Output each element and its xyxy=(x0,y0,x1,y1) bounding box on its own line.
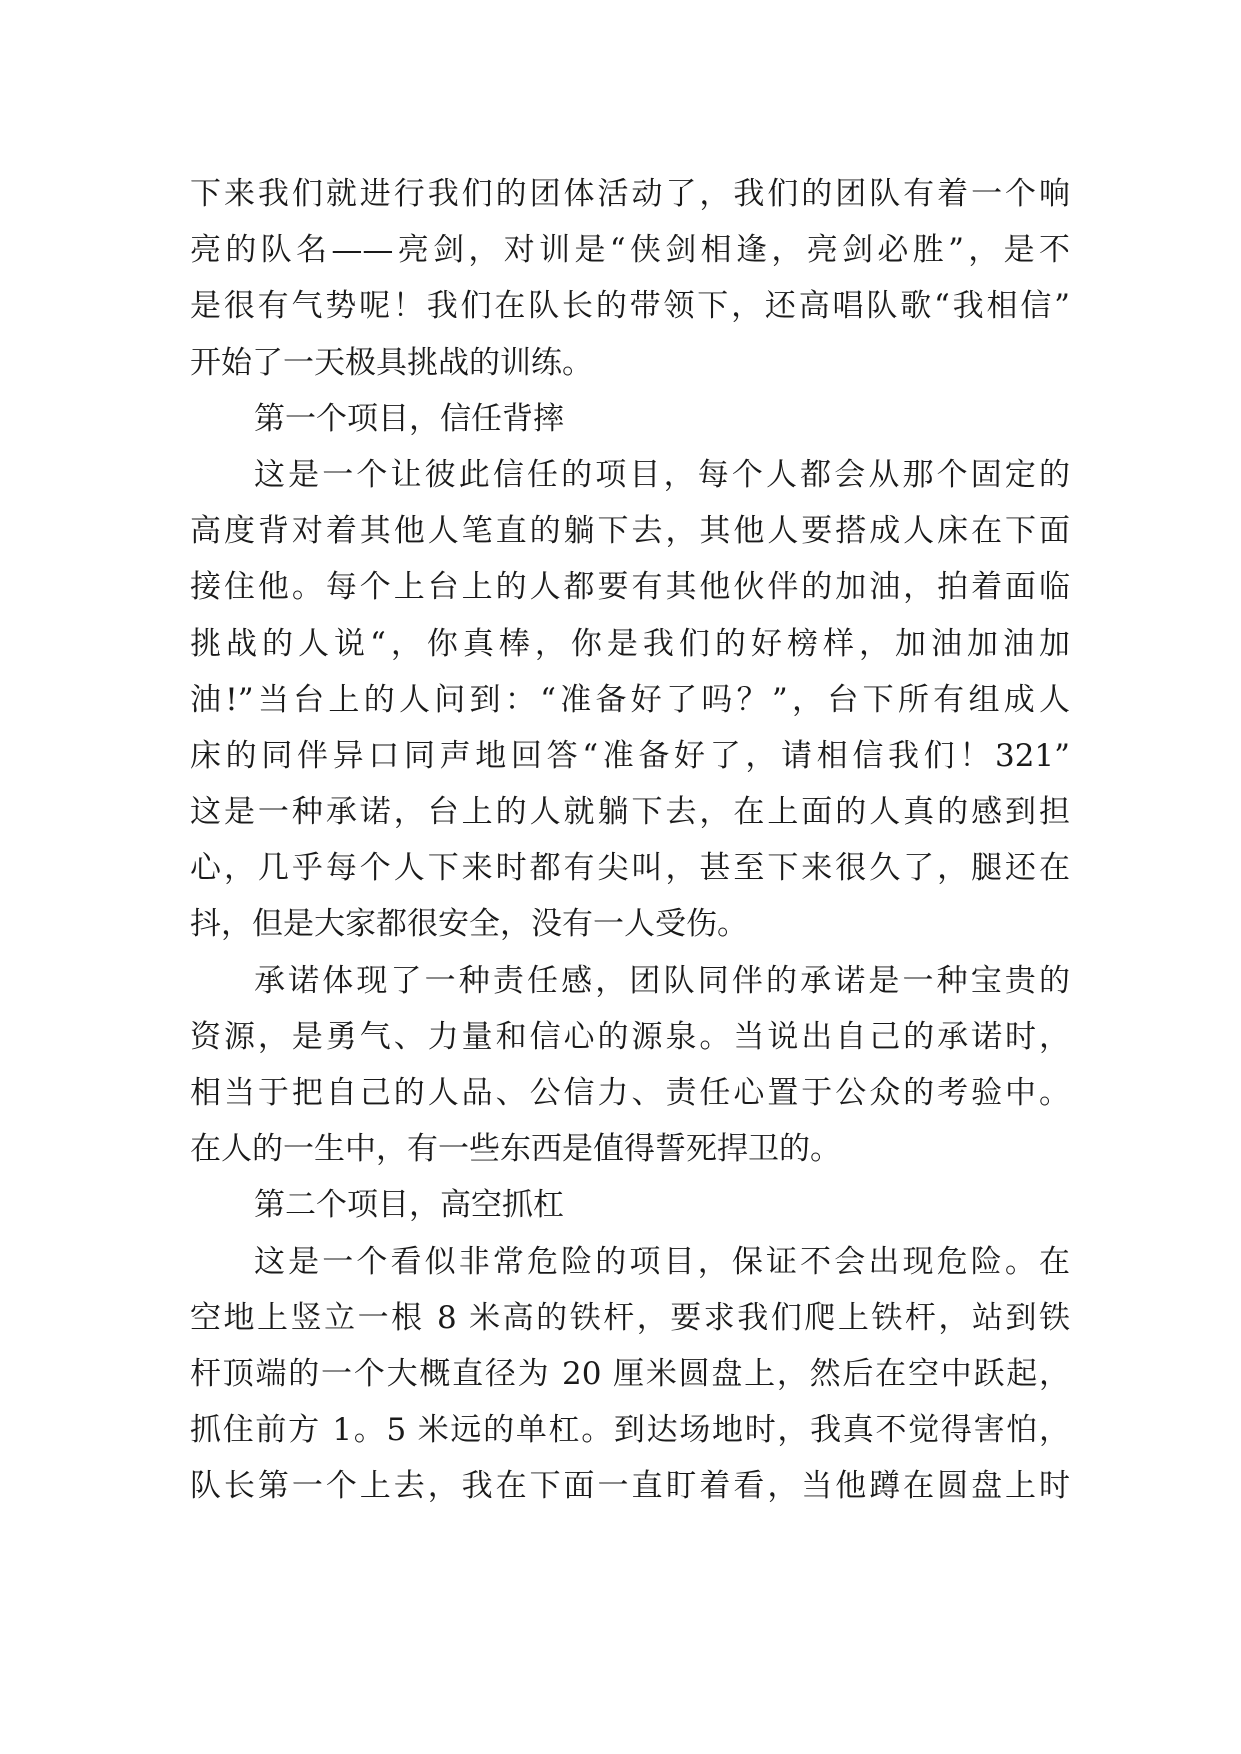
text-line: 在人的一生中，有一些东西是值得誓死捍卫的。 xyxy=(190,1131,841,1168)
text-line: 挑战的人说“，你真棒，你是我们的好榜样，加油加油加 xyxy=(190,625,1070,662)
text-line: 杆顶端的一个大概直径为 20 厘米圆盘上，然后在空中跃起， xyxy=(190,1355,1070,1392)
text-line: 是很有气势呢！我们在队长的带领下，还高唱队歌“我相信” xyxy=(190,288,1070,325)
text-line: 这是一种承诺，台上的人就躺下去，在上面的人真的感到担 xyxy=(190,794,1070,831)
text-line: 队长第一个上去，我在下面一直盯着看，当他蹲在圆盘上时 xyxy=(190,1468,1070,1505)
text-line: 相当于把自己的人品、公信力、责任心置于公众的考验中。 xyxy=(190,1075,1070,1111)
text-line: 接住他。每个上台上的人都要有其他伙伴的加油，拍着面临 xyxy=(190,569,1070,606)
text-line: 资源，是勇气、力量和信心的源泉。当说出自己的承诺时， xyxy=(190,1018,1070,1055)
text-line: 油!”当台上的人问到：“准备好了吗？”，台下所有组成人 xyxy=(190,681,1070,718)
text-line: 这是一个看似非常危险的项目，保证不会出现危险。在 xyxy=(254,1243,1070,1280)
text-line: 抓住前方 1。5 米远的单杠。到达场地时，我真不觉得害怕， xyxy=(190,1412,1070,1449)
text-line: 心，几乎每个人下来时都有尖叫，甚至下来很久了，腿还在 xyxy=(190,850,1070,887)
text-line: 床的同伴异口同声地回答“准备好了，请相信我们！321” xyxy=(190,737,1070,774)
text-line: 下来我们就进行我们的团体活动了，我们的团队有着一个响 xyxy=(190,176,1070,212)
text-line: 第一个项目，信任背摔 xyxy=(254,400,564,437)
text-line: 承诺体现了一种责任感，团队同伴的承诺是一种宝贵的 xyxy=(254,962,1070,999)
text-line: 亮的队名——亮剑，对训是“侠剑相逢，亮剑必胜”，是不 xyxy=(190,232,1070,269)
text-line: 这是一个让彼此信任的项目，每个人都会从那个固定的 xyxy=(254,456,1070,493)
text-line: 开始了一天极具挑战的训练。 xyxy=(190,344,593,381)
text-line: 空地上竖立一根 8 米高的铁杆，要求我们爬上铁杆，站到铁 xyxy=(190,1299,1070,1336)
body-text xyxy=(190,166,1070,1515)
text-line: 第二个项目，高空抓杠 xyxy=(254,1187,564,1224)
text-line: 抖，但是大家都很安全，没有一人受伤。 xyxy=(190,906,748,943)
text-line: 高度背对着其他人笔直的躺下去，其他人要搭成人床在下面 xyxy=(190,513,1070,550)
